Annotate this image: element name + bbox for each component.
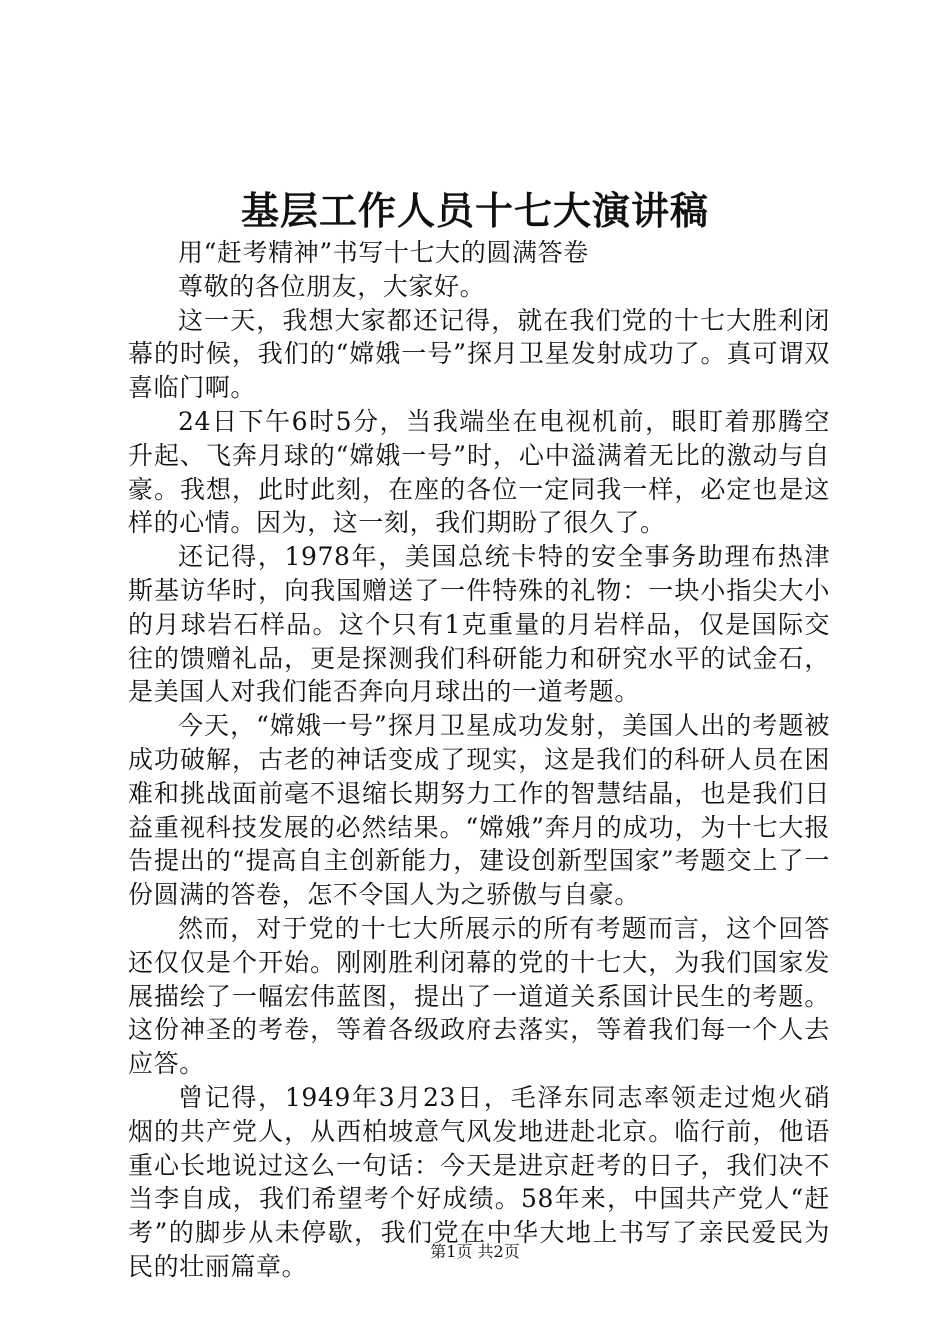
body-paragraph: 这一天，我想大家都还记得，就在我们党的十七大胜利闭幕的时候，我们的“嫦娥一号”探月卫星发射成功了。真可谓双喜临门啊。	[128, 305, 830, 403]
document-title: 基层工作人员十七大演讲稿	[240, 188, 709, 233]
body-paragraph: 然而，对于党的十七大所展示的所有考题而言，这个回答还仅仅是个开始。刚刚胜利闭幕的党的十七大，为我们国家发展描绘了一幅宏伟蓝图，提出了一道道关系国计民生的考题。这份神圣的考卷，等着各级政府去落实，等着我们每一个人去应答。	[128, 913, 830, 1079]
greeting-paragraph: 尊敬的各位朋友，大家好。	[178, 271, 486, 301]
subtitle-paragraph: 用“赶考精神”书写十七大的圆满答卷	[178, 238, 589, 267]
body-paragraph: 今天，“嫦娥一号”探月卫星成功发射，美国人出的考题被成功破解，古老的神话变成了现实，这是我们的科研人员在困难和挑战面前毫不退缩长期努力工作的智慧结晶，也是我们日益重视科技发展的必然结果。“嫦娥”奔月的成功，为十七大报告提出的“提高自主创新能力，建设创新型国家”考题交上了一份圆满的答卷，怎不令国人为之骄傲与自豪。	[128, 711, 830, 910]
document-body	[128, 236, 830, 1284]
page-number-footer: 第1页 共2页	[430, 1242, 520, 1261]
body-paragraph: 24日下午6时5分，当我端坐在电视机前，眼盯着那腾空升起、飞奔月球的“嫦娥一号”时，心中溢满着无比的激动与自豪。我想，此时此刻，在座的各位一定同我一样，必定也是这样的心情。因为，这一刻，我们期盼了很久了。	[128, 406, 830, 538]
body-paragraph: 还记得，1978年，美国总统卡特的安全事务助理布热津斯基访华时，向我国赠送了一件特殊的礼物：一块小指尖大小的月球岩石样品。这个只有1克重量的月岩样品，仅是国际交往的馈赠礼品，更是探测我们科研能力和研究水平的试金石，是美国人对我们能否奔向月球出的一道考题。	[128, 542, 830, 707]
body-paragraph: 曾记得，1949年3月23日，毛泽东同志率领走过炮火硝烟的共产党人，从西柏坡意气风发地进赴北京。临行前，他语重心长地说过这么一句话：今天是进京赶考的日子，我们决不当李自成，我们希望考个好成绩。58年来，中国共产党人“赶考”的脚步从未停歇，我们党在中华大地上书写了亲民爱民为民的壮丽篇章。	[128, 1082, 830, 1281]
